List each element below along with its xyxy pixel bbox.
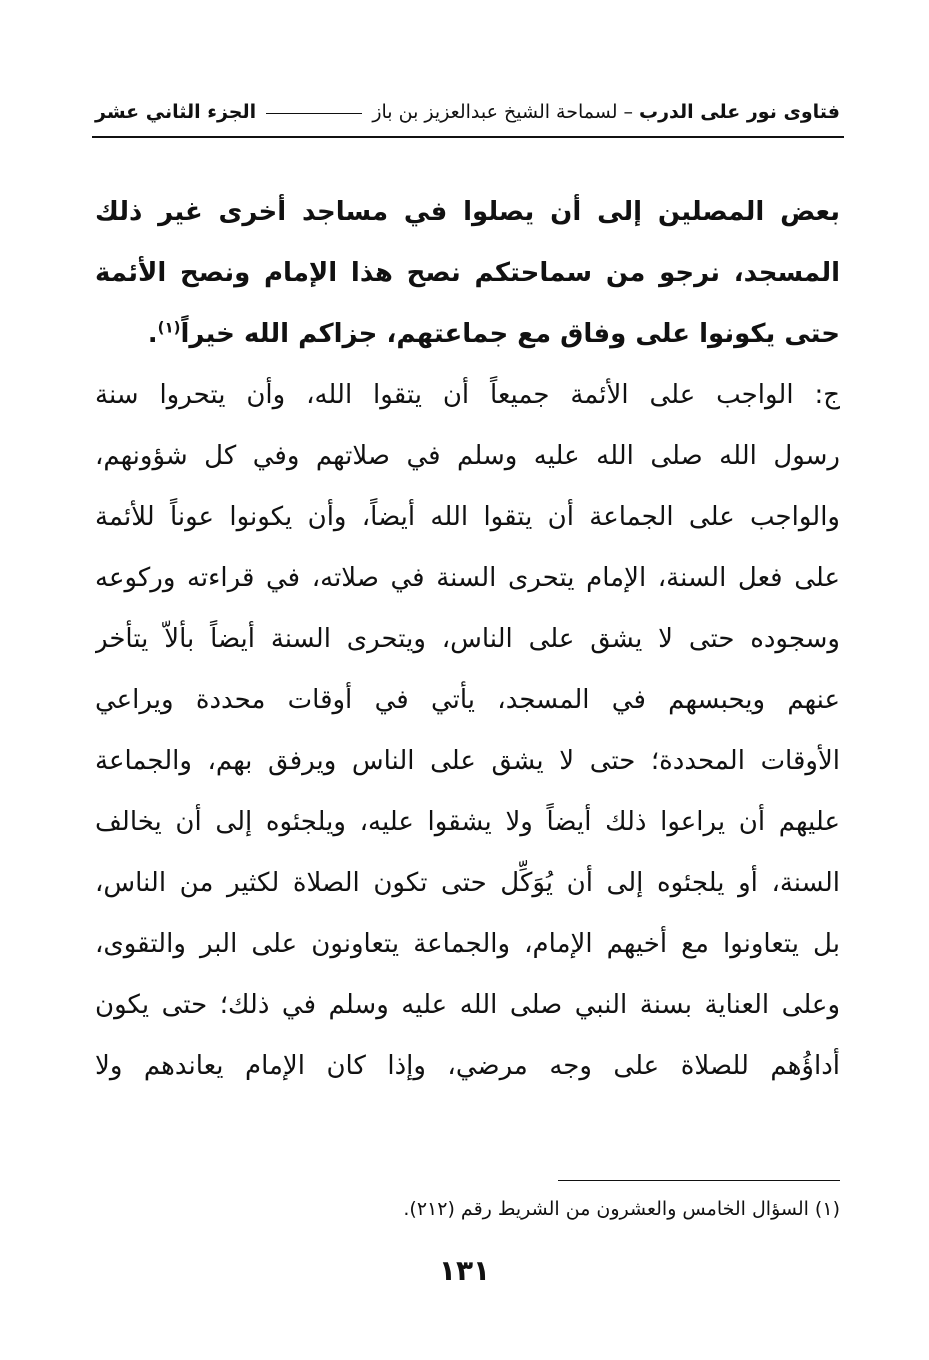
question-line-last [95,304,840,365]
question-end-mark: . [147,319,158,349]
header-separator: – [623,101,633,123]
question-line: بعض المصلين إلى أن يصلوا في مساجد أخرى غير ذلك [95,197,840,227]
question-line-text: حتى يكونوا على وفاق مع جماعتهم، جزاكم الله خيراً [180,319,840,349]
body-text [95,182,840,1097]
answer-line: رسول الله صلى الله عليه وسلم في صلاتهم وفي كل شؤونهم، [95,441,840,471]
author-name: لسماحة الشيخ عبدالعزيز بن باز [372,101,618,123]
answer-line: وسجوده حتى لا يشق على الناس، ويتحرى السنة أيضاً بألاّ يتأخر [95,624,840,654]
answer-line: ج: الواجب على الأئمة جميعاً أن يتقوا الله، وأن يتحروا سنة [95,380,840,410]
answer-line: والواجب على الجماعة أن يتقوا الله أيضاً، وأن يكونوا عوناً للأئمة [95,502,840,532]
book-title: فتاوى نور على الدرب [639,101,840,123]
header-underline [92,136,844,138]
answer-line: السنة، أو يلجئوه إلى أن يُوَكِّل حتى تكون الصلاة لكثير من الناس، [95,868,840,898]
page-number: ١٣١ [438,1254,491,1287]
answer-line: وعلى العناية بسنة النبي صلى الله عليه وسلم في ذلك؛ حتى يكون [95,990,840,1020]
answer-line: أداؤُهم للصلاة على وجه مرضي، وإذا كان الإمام يعاندهم ولا [95,1051,840,1081]
footnote-reference: (١) [157,318,181,337]
answer-line: الأوقات المحددة؛ حتى لا يشق على الناس ويرفق بهم، والجماعة [95,746,840,776]
header-rule [266,113,362,114]
answer-line: بل يتعاونوا مع أخيهم الإمام، والجماعة يتعاونون على البر والتقوى، [95,929,840,959]
answer-line: عليهم أن يراعوا ذلك أيضاً ولا يشقوا عليه، ويلجئوه إلى أن يخالف [95,807,840,837]
footnote-rule [558,1180,840,1181]
question-line: المسجد، نرجو من سماحتكم نصح هذا الإمام ونصح الأئمة [95,258,840,288]
volume-label: الجزء الثاني عشر [95,101,257,123]
running-header [95,92,840,132]
answer-line: عنهم ويحبسهم في المسجد، يأتي في أوقات محددة ويراعي [95,685,840,715]
footnote: (١) السؤال الخامس والعشرون من الشريط رقم (٢١٢). [403,1198,840,1220]
answer-line: على فعل السنة، الإمام يتحرى السنة في صلاته، في قراءته وركوعه [95,563,840,593]
